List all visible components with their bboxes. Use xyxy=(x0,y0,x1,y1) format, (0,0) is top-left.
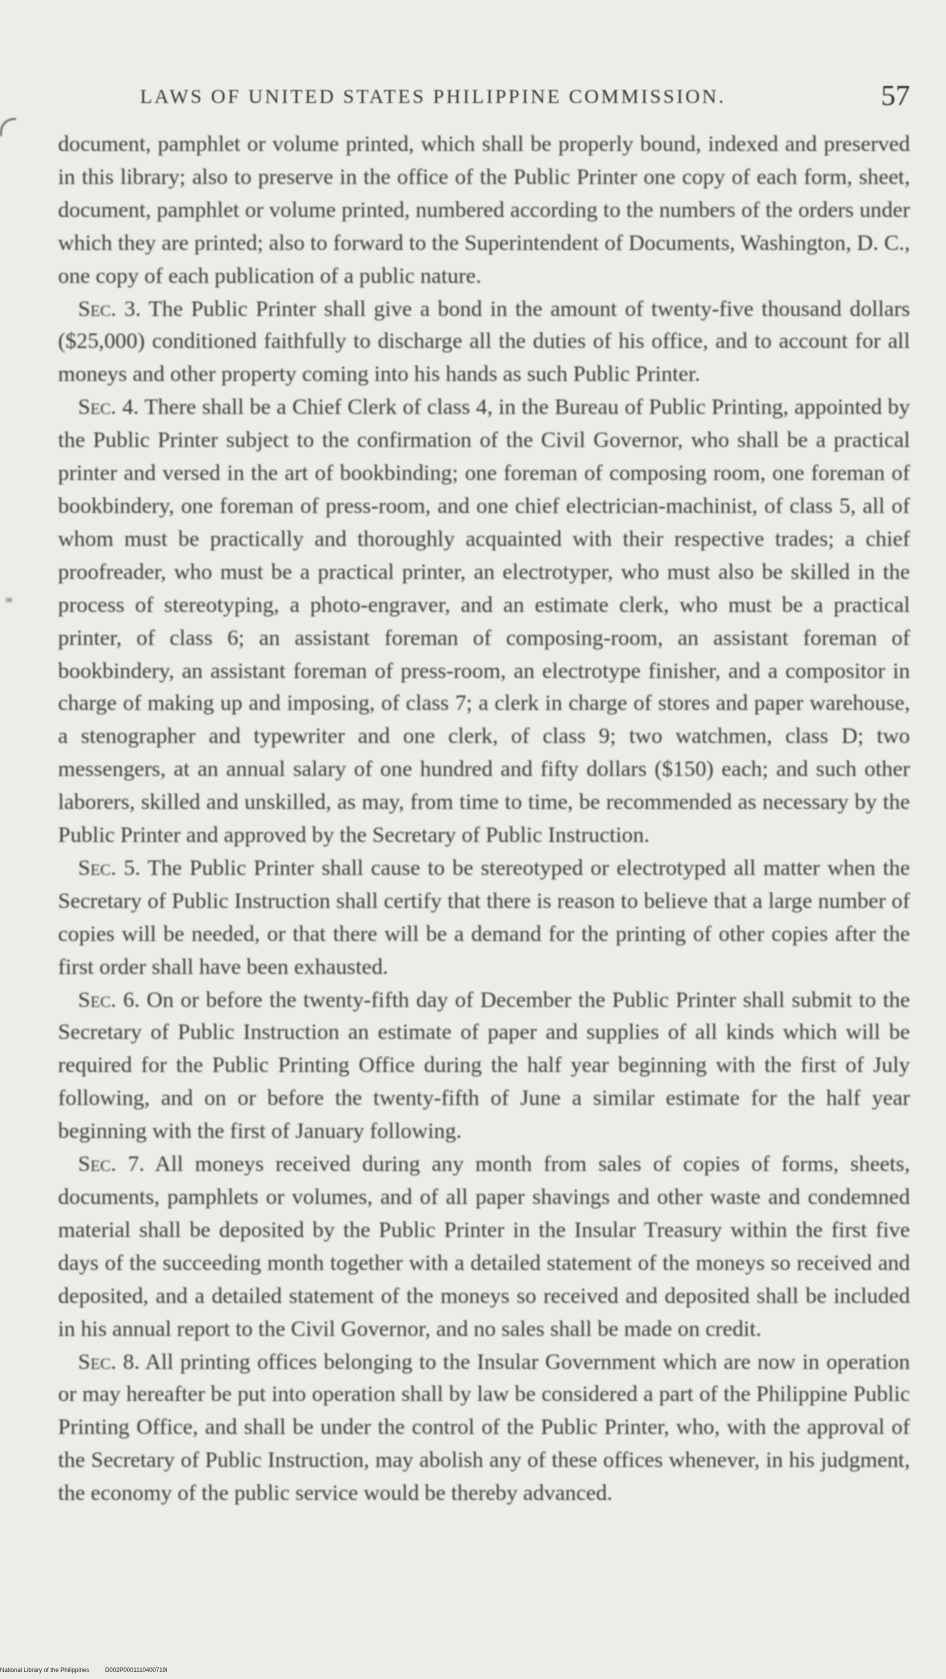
section-8 xyxy=(58,1346,910,1511)
scan-footer xyxy=(0,1668,182,1674)
section-label: Sec. 3. xyxy=(78,295,141,321)
running-head: LAWS OF UNITED STATES PHILIPPINE COMMISSION. xyxy=(140,86,726,108)
footer-library: National Library of the Philippines xyxy=(0,1668,90,1674)
section-label: Sec. 5. xyxy=(78,854,141,880)
body-text xyxy=(58,128,910,1510)
section-text: There shall be a Chief Clerk of class 4, in the Bureau of Public Printing, appointed by the Public Printer subject to the confirmation of the Civil Governor, who shall be a practical printer and versed in the art of bookbinding; one foreman of composing room, one foreman of bookbindery, one foreman of press-room, and one chief electrician-machinist, of class 5, all of whom must be practically and thoroughly acquainted with their respective trades; a chief proofreader, who must be a practical printer, an electrotyper, who must also be skilled in the process of stereotyping, a photo-engraver, and an estimate clerk, who must be a practical printer, of class 6; an assistant foreman of composing-room, an assistant foreman of bookbindery, an assistant foreman of press-room, an electrotype finisher, and a compositor in charge of making up and imposing, of class 7; a clerk in charge of stores and paper warehouse, a stenographer and typewriter and one clerk, of class 9; two watchmen, class D; two messengers, at an annual salary of one hundred and fifty dollars ($150) each; and such other laborers, skilled and unskilled, as may, from time to time, be recommended as necessary by the Public Printer and approved by the Secretary of Public Instruction. xyxy=(58,394,910,848)
section-label: Sec. 7. xyxy=(78,1151,145,1177)
section-text: The Public Printer shall cause to be stereotyped or electrotyped all matter when the Secretary of Public Instruction shall certify that there is reason to believe that a large number of copies will be needed, or that there will be a demand for the printing of other copies after the first order shall have been exhausted. xyxy=(58,854,910,979)
section-text: All printing offices belonging to the Insular Government which are now in operation or may hereafter be put into operation shall by law be considered a part of the Philippine Public Printing Office, and shall be under the control of the Public Printer, who, with the approval of the Secretary of Public Instruction, may abolish any of these offices whenever, in his judgment, the economy of the public service would be thereby advanced. xyxy=(58,1348,910,1506)
section-label: Sec. 6. xyxy=(78,986,140,1012)
section-6 xyxy=(58,984,910,1149)
section-label: Sec. 4. xyxy=(78,394,139,420)
section-4 xyxy=(58,391,910,852)
paragraph-text: document, pamphlet or volume printed, which shall be properly bound, indexed and preserved in this library; also to preserve in the office of the Public Printer one copy of each form, sheet, document, pamphlet or volume printed, numbered according to the numbers of the orders under which they are printed; also to forward to the Superintendent of Documents, Washington, D. C., one copy of each publication of a public nature. xyxy=(58,131,910,288)
section-5 xyxy=(58,852,910,984)
page-edge-mark xyxy=(0,118,16,136)
section-7 xyxy=(58,1148,910,1345)
section-label: Sec. 8. xyxy=(78,1348,140,1374)
paragraph-continuation xyxy=(58,128,910,293)
page-edge-speck xyxy=(6,598,12,602)
section-text: The Public Printer shall give a bond in the amount of twenty-five thousand dollars ($25,000) conditioned faithfully to discharge all the duties of his office, and to account for all moneys and other property coming into his hands as such Public Printer. xyxy=(58,295,910,387)
page-number: 57 xyxy=(881,80,910,112)
page-header xyxy=(60,82,910,122)
section-text: All moneys received during any month from sales of copies of forms, sheets, documents, pamphlets or volumes, and of all paper shavings and other waste and condemned material shall be deposited by the Public Printer in the Insular Treasury within the first five days of the succeeding month together with a detailed statement of the moneys so received and deposited, and a detailed statement of the moneys so received and deposited shall be included in his annual report to the Civil Governor, and no sales shall be made on credit. xyxy=(58,1151,910,1341)
section-text: On or before the twenty-fifth day of December the Public Printer shall submit to the Secretary of Public Instruction an estimate of paper and supplies of all kinds which will be required for the Public Printing Office during the half year beginning with the first of July following, and on or before the twenty-fifth of June a similar estimate for the half year beginning with the first of January following. xyxy=(58,986,910,1144)
footer-code: D002P0001110400719I xyxy=(105,1668,168,1674)
section-3 xyxy=(58,293,910,392)
